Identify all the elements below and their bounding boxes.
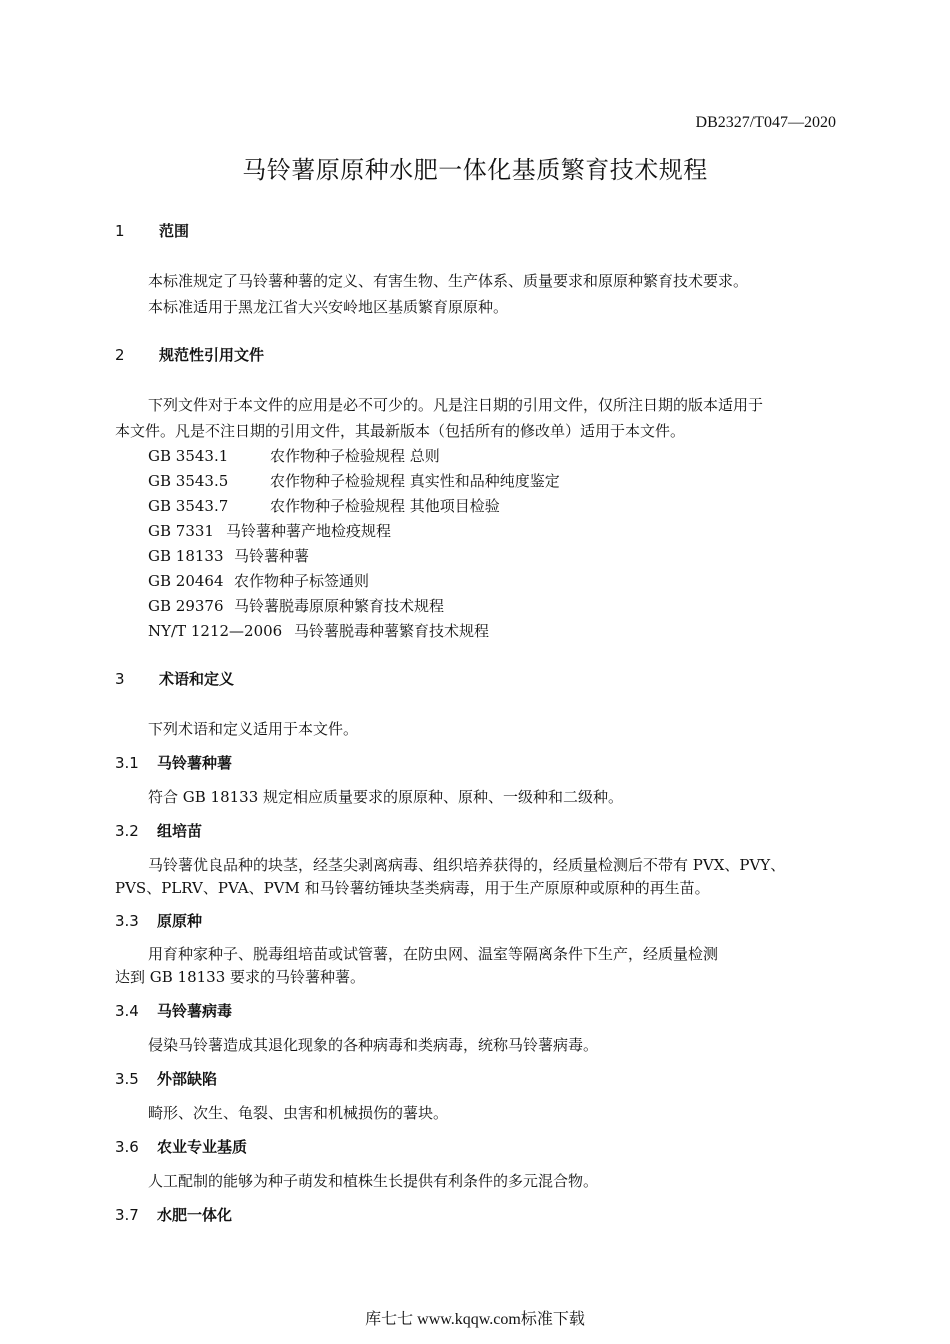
term-title: 原原种: [157, 912, 203, 930]
term-definition: 人工配制的能够为种子萌发和植株生长提供有利条件的多元混合物。: [148, 1172, 599, 1190]
term-heading: [115, 1000, 232, 1021]
reference-item: [148, 520, 391, 541]
term-number: 3.6: [115, 1138, 139, 1156]
reference-item: [148, 495, 500, 516]
term-title: 组培苗: [157, 822, 203, 840]
term-heading: [115, 820, 202, 841]
term-definition: 用育种家种子、脱毒组培苗或试管薯，在防虫网、温室等隔离条件下生产，经质量检测: [148, 945, 719, 963]
section-number: 1: [115, 222, 125, 240]
reference-code: GB 3543.1: [148, 447, 229, 465]
reference-title: 马铃薯种薯产地检疫规程: [226, 522, 392, 540]
reference-item: [148, 545, 309, 566]
term-number: 3.3: [115, 912, 139, 930]
reference-title: 农作物种子检验规程 真实性和品种纯度鉴定: [270, 472, 560, 490]
term-title: 水肥一体化: [157, 1206, 233, 1224]
section-title: 术语和定义: [159, 670, 235, 688]
reference-code: GB 7331: [148, 522, 214, 540]
paragraph: 本文件。凡是不注日期的引用文件，其最新版本（包括所有的修改单）适用于本文件。: [115, 422, 686, 440]
paragraph: 本标准适用于黑龙江省大兴安岭地区基质繁育原原种。: [148, 298, 509, 316]
section-number: 3: [115, 670, 125, 688]
document-title: 马铃薯原原种水肥一体化基质繁育技术规程: [242, 156, 708, 184]
term-title: 外部缺陷: [157, 1070, 218, 1088]
term-title: 农业专业基质: [157, 1138, 248, 1156]
term-number: 3.5: [115, 1070, 139, 1088]
term-title: 马铃薯种薯: [157, 754, 233, 772]
reference-code: GB 20464: [148, 572, 224, 590]
reference-title: 农作物种子标签通则: [234, 572, 370, 590]
document-code: DB2327/T047—2020: [695, 114, 836, 131]
section-title: 范围: [159, 222, 190, 240]
term-heading: [115, 752, 232, 773]
term-heading: [115, 1136, 247, 1157]
term-number: 3.4: [115, 1002, 139, 1020]
reference-title: 马铃薯脱毒原原种繁育技术规程: [234, 597, 445, 615]
term-definition: PVS、PLRV、PVA、PVM 和马铃薯纺锤块茎类病毒，用于生产原原种或原种的再生苗。: [115, 879, 710, 897]
reference-code: NY/T 1212—2006: [148, 622, 283, 640]
reference-item: [148, 595, 444, 616]
reference-item: [148, 620, 489, 641]
reference-item: [148, 445, 440, 466]
reference-title: 马铃薯脱毒种薯繁育技术规程: [294, 622, 490, 640]
term-definition: 畸形、次生、龟裂、虫害和机械损伤的薯块。: [148, 1104, 449, 1122]
term-number: 3.2: [115, 822, 139, 840]
reference-code: GB 18133: [148, 547, 224, 565]
term-definition: 符合 GB 18133 规定相应质量要求的原原种、原种、一级种和二级种。: [148, 788, 624, 806]
section-heading-terms-definitions: [115, 668, 234, 689]
reference-title: 马铃薯种薯: [234, 547, 310, 565]
paragraph: 下列术语和定义适用于本文件。: [148, 720, 359, 738]
term-heading: [115, 1068, 217, 1089]
term-definition: 达到 GB 18133 要求的马铃薯种薯。: [115, 968, 366, 986]
term-number: 3.7: [115, 1206, 139, 1224]
section-heading-scope: [115, 220, 189, 241]
term-number: 3.1: [115, 754, 139, 772]
term-heading: [115, 1204, 232, 1225]
reference-code: GB 3543.5: [148, 472, 229, 490]
term-definition: 侵染马铃薯造成其退化现象的各种病毒和类病毒，统称马铃薯病毒。: [148, 1036, 599, 1054]
reference-item: [148, 470, 560, 491]
reference-item: [148, 570, 369, 591]
reference-code: GB 29376: [148, 597, 224, 615]
footer-watermark: 库七七 www.kqqw.com标准下载: [365, 1311, 585, 1328]
term-definition: 马铃薯优良品种的块茎，经茎尖剥离病毒、组织培养获得的，经质量检测后不带有 PVX、PVY、: [148, 856, 786, 874]
reference-title: 农作物种子检验规程 总则: [270, 447, 440, 465]
paragraph: 本标准规定了马铃薯种薯的定义、有害生物、生产体系、质量要求和原原种繁育技术要求。: [148, 272, 749, 290]
reference-code: GB 3543.7: [148, 497, 229, 515]
section-number: 2: [115, 346, 125, 364]
term-title: 马铃薯病毒: [157, 1002, 233, 1020]
section-title: 规范性引用文件: [159, 346, 265, 364]
paragraph: 下列文件对于本文件的应用是必不可少的。凡是注日期的引用文件，仅所注日期的版本适用于: [148, 396, 764, 414]
reference-title: 农作物种子检验规程 其他项目检验: [270, 497, 500, 515]
section-heading-normative-references: [115, 344, 264, 365]
term-heading: [115, 910, 202, 931]
